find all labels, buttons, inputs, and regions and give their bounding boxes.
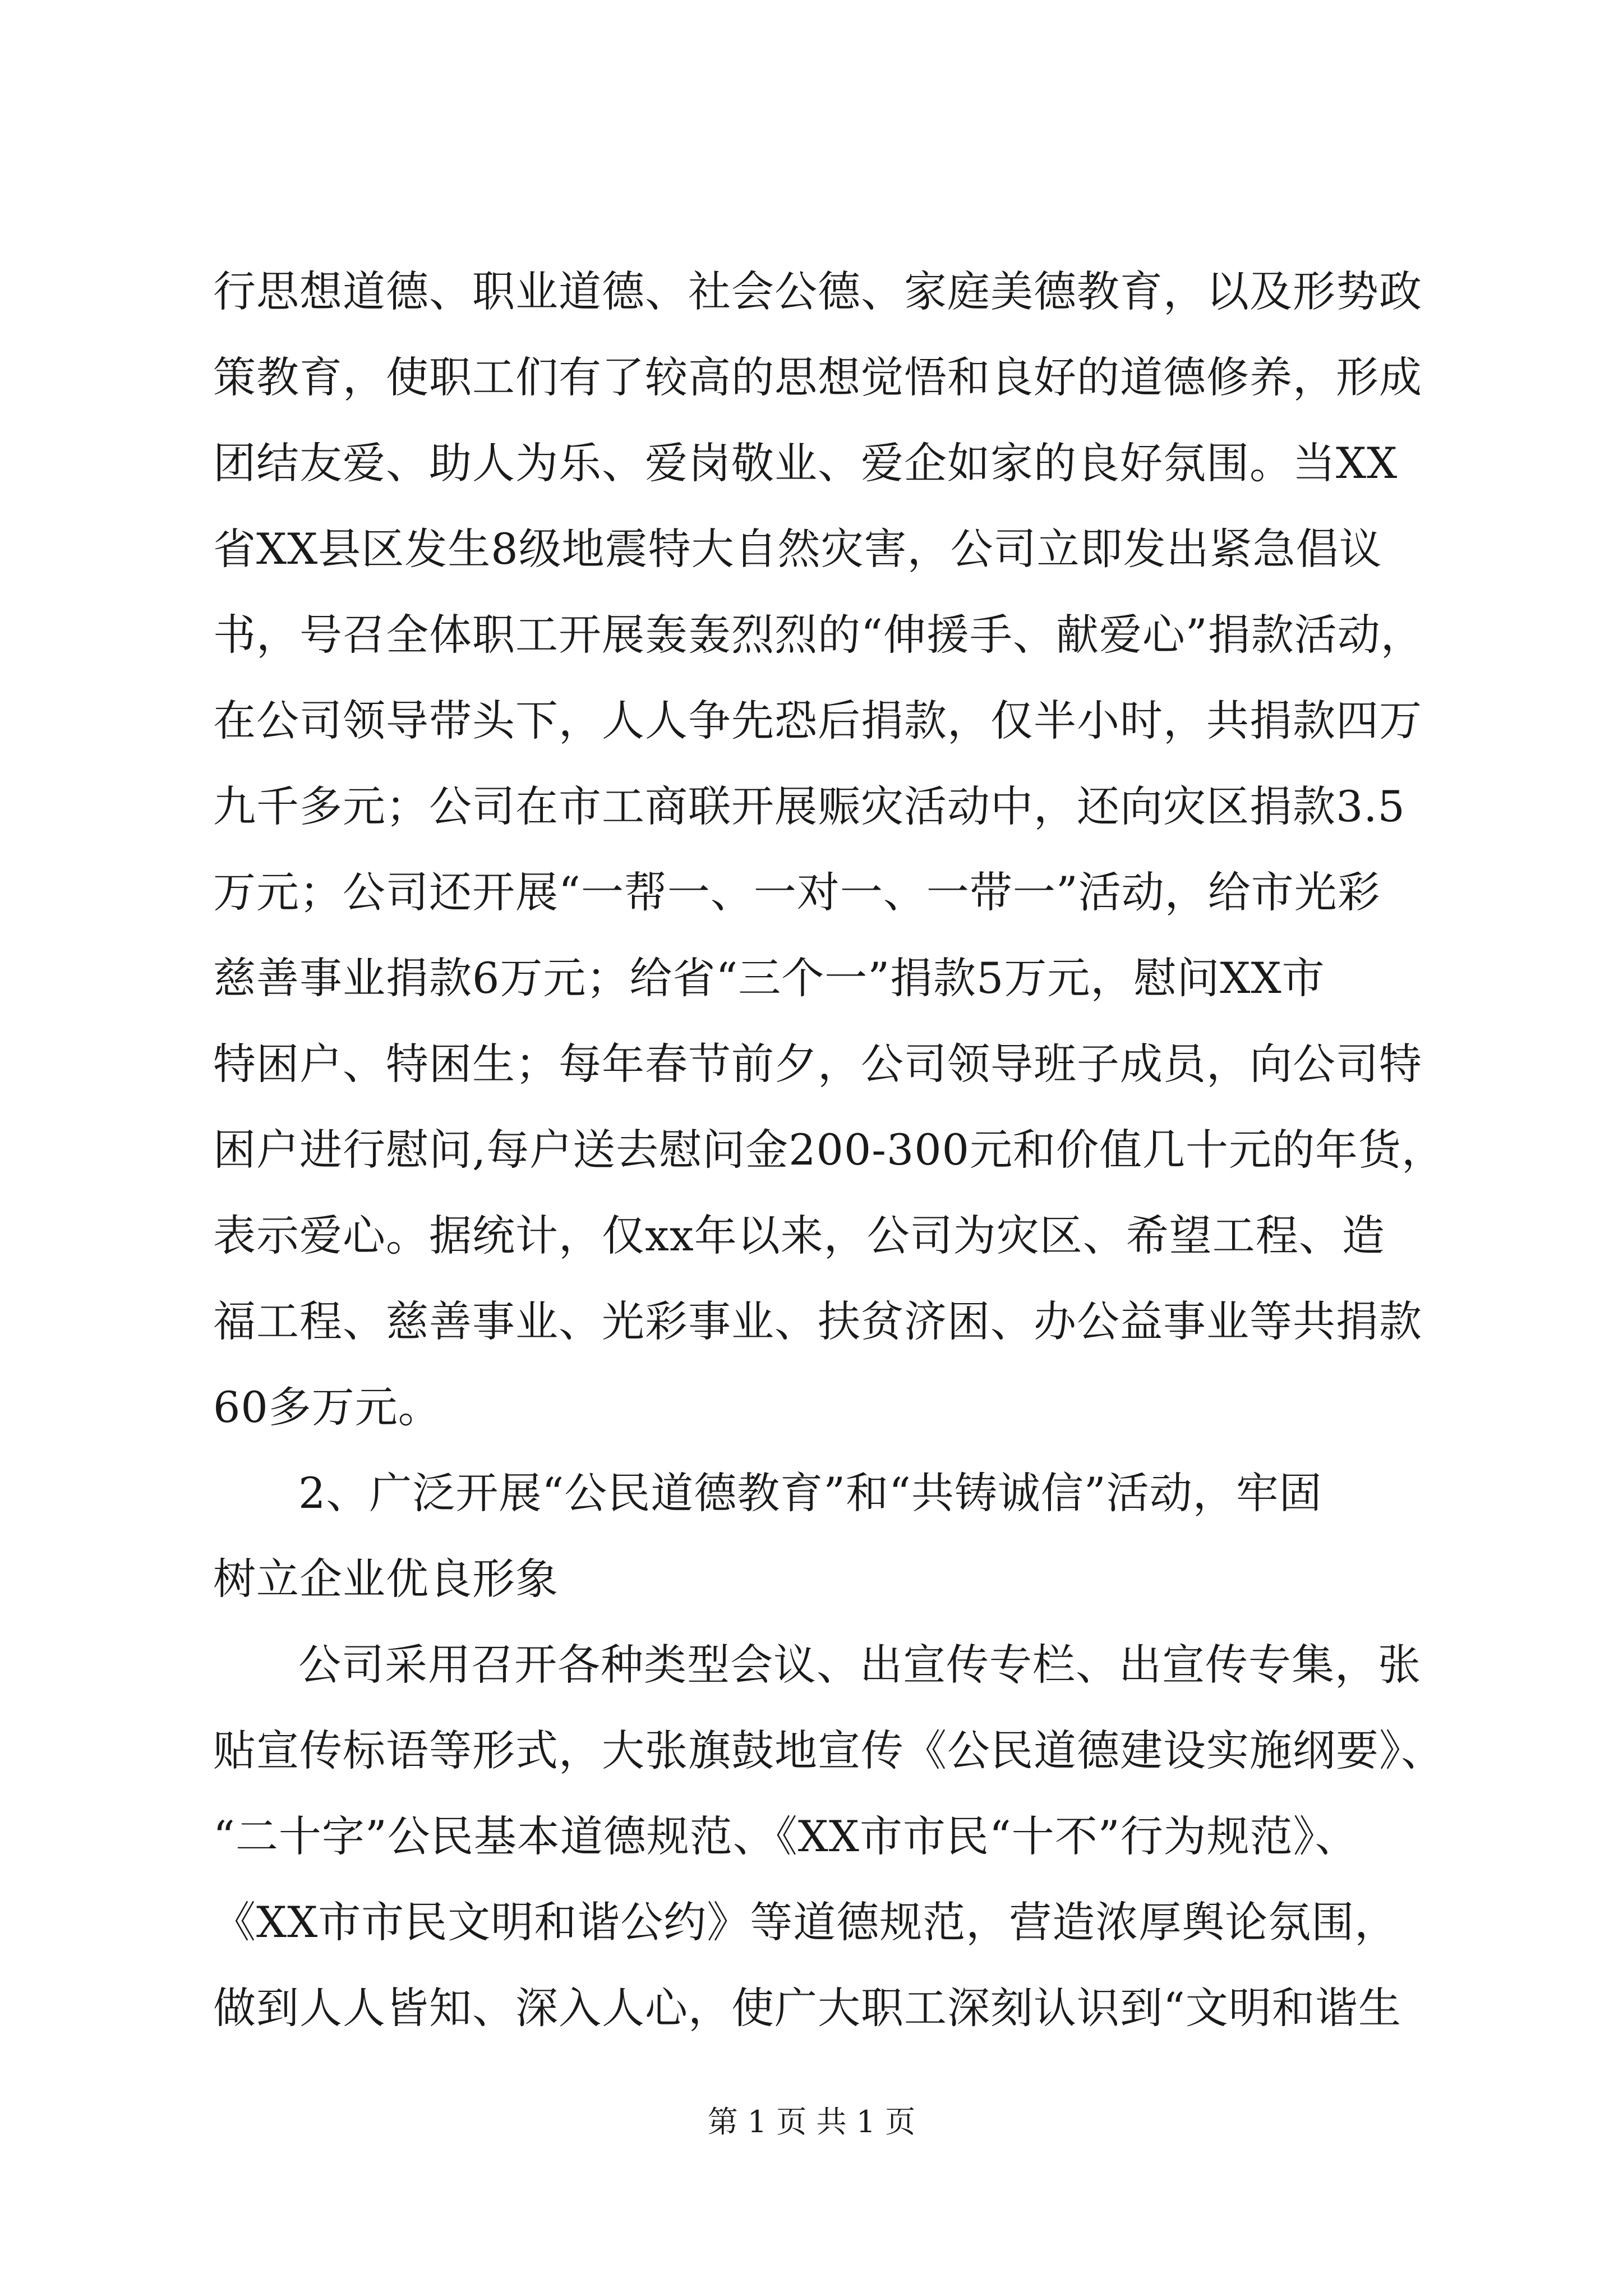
- page-footer: 第 1 页 共 1 页: [707, 2104, 916, 2139]
- body-text-line: 60多万元。: [213, 1382, 441, 1432]
- body-text-line: 福工程、慈善事业、光彩事业、扶贫济困、办公益事业等共捐款: [213, 1296, 1422, 1346]
- body-text-line: 特困户、特困生；每年春节前夕，公司领导班子成员，向公司特: [213, 1039, 1422, 1089]
- body-text-line: 《XX市市民文明和谐公约》等道德规范，营造浓厚舆论氛围，: [213, 1897, 1398, 1947]
- body-text-line: 省XX县区发生8级地震特大自然灾害，公司立即发出紧急倡议: [213, 524, 1382, 574]
- body-text-line: 九千多元；公司在市工商联开展赈灾活动中，还向灾区捐款3.5: [213, 781, 1405, 831]
- body-text-line: “二十字”公民基本道德规范、《XX市市民“十不”行为规范》、: [213, 1811, 1358, 1861]
- body-text-line: 万元；公司还开展“一帮一、一对一、一带一”活动，给市光彩: [213, 867, 1381, 917]
- section-heading-line: 2、广泛开展“公民道德教育”和“共铸诚信”活动，牢固: [298, 1468, 1322, 1518]
- body-text-line: 困户进行慰问,每户送去慰问金200-300元和价值几十元的年货，: [213, 1125, 1445, 1175]
- body-text-line: 策教育，使职工们有了较高的思想觉悟和良好的道德修养，形成: [213, 352, 1422, 402]
- body-text-line: 贴宣传标语等形式，大张旗鼓地宣传《公民道德建设实施纲要》、: [213, 1726, 1444, 1775]
- body-text-line: 行思想道德、职业道德、社会公德、家庭美德教育，以及形势政: [213, 266, 1422, 316]
- body-text-line: 慈善事业捐款6万元；给省“三个一”捐款5万元，慰问XX市: [213, 953, 1325, 1003]
- body-text-line: 表示爱心。据统计，仅xx年以来，公司为灾区、希望工程、造: [213, 1211, 1385, 1260]
- body-text-line: 书，号召全体职工开展轰轰烈烈的“伸援手、献爱心”捐款活动，: [213, 610, 1424, 660]
- body-text-line: 公司采用召开各种类型会议、出宣传专栏、出宣传专集，张: [298, 1640, 1421, 1690]
- body-text-line: 在公司领导带头下，人人争先恐后捐款，仅半小时，共捐款四万: [213, 696, 1422, 746]
- body-text-line: 团结友爱、助人为乐、爱岗敬业、爱企如家的良好氛围。当XX: [213, 438, 1398, 488]
- body-text-line: 做到人人皆知、深入人心，使广大职工深刻认识到“文明和谐生: [213, 1983, 1401, 2033]
- section-heading-line: 树立企业优良形象: [213, 1554, 559, 1604]
